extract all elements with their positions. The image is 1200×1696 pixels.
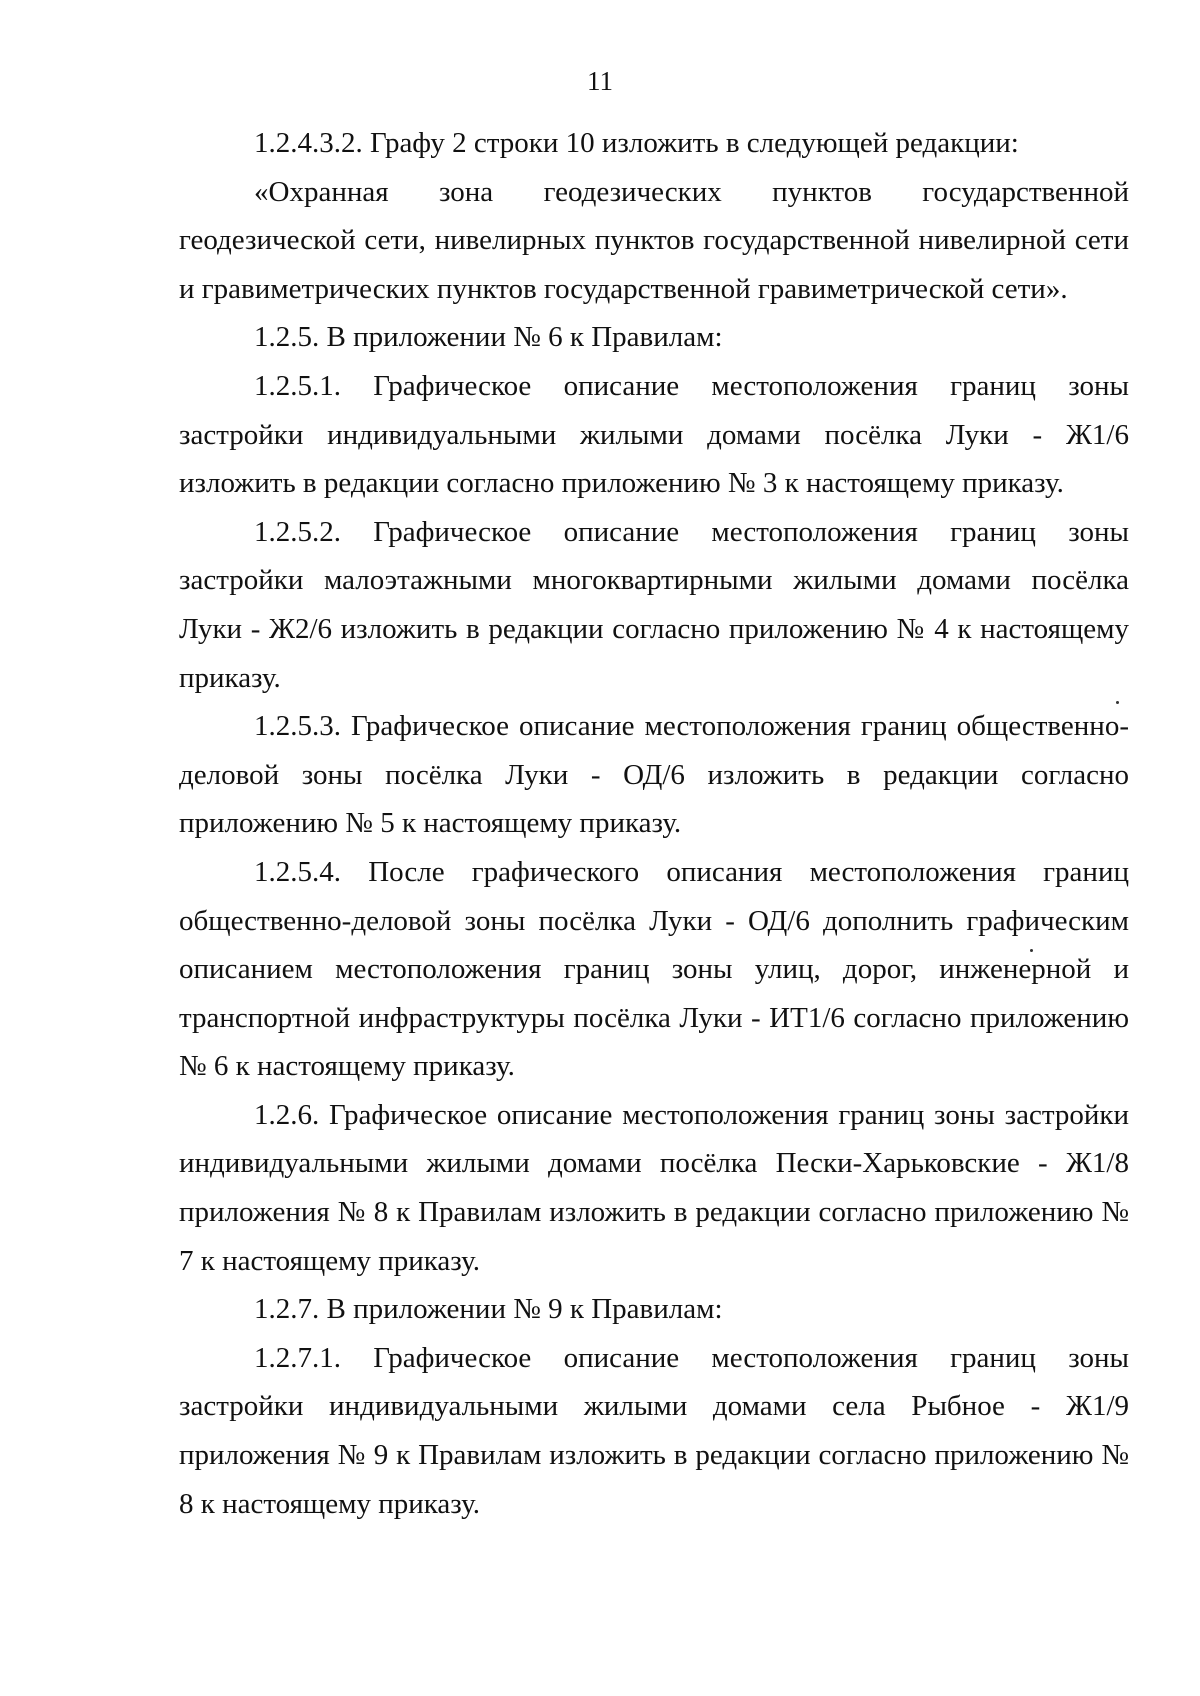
paragraph-1-2-5-1: 1.2.5.1. Графическое описание местоположения границ зоны застройки индивидуальными жилыми домами посёлка Луки - Ж1/6 изложить в редакции согласно приложению № 3 к настоящему приказу. (179, 369, 1129, 500)
paragraph-1-2-5-3: 1.2.5.3. Графическое описание местоположения границ общественно-деловой зоны посёлка Луки - ОД/6 изложить в редакции согласно приложению № 5 к настоящему приказу. (179, 710, 1129, 840)
scan-speck (1116, 701, 1119, 704)
document-body (179, 119, 1129, 1528)
paragraph-1-2-5-2: 1.2.5.2. Графическое описание местоположения границ зоны застройки малоэтажными многоквартирными жилыми домами посёлка Луки - Ж2/6 изложить в редакции согласно приложению № 4 к настоящему приказу. (179, 515, 1129, 694)
page-number: 11 (587, 66, 613, 96)
scan-speck (1030, 949, 1033, 952)
paragraph-1-2-5-4: 1.2.5.4. После графического описания местоположения границ общественно-деловой зоны посёлка Луки - ОД/6 дополнить графическим описанием местоположения границ зоны улиц, дорог, инженерной и транспортной инфраструктуры посёлка Луки - ИТ1/6 согласно приложению № 6 к настоящему приказу. (179, 855, 1129, 1083)
paragraph-1-2-4-3-2: 1.2.4.3.2. Графу 2 строки 10 изложить в следующей редакции: (254, 127, 1019, 159)
paragraph-protected-zone-quote: «Охранная зона геодезических пунктов государственной геодезической сети, нивелирных пунктов государственной нивелирной сети и гравиметрических пунктов государственной гравиметрической сети». (179, 175, 1129, 305)
paragraph-1-2-7-1: 1.2.7.1. Графическое описание местоположения границ зоны застройки индивидуальными жилыми домами села Рыбное - Ж1/9 приложения № 9 к Правилам изложить в редакции согласно приложению № 8 к настоящему приказу. (179, 1341, 1129, 1520)
paragraph-1-2-6: 1.2.6. Графическое описание местоположения границ зоны застройки индивидуальными жилыми домами посёлка Пески-Харьковские - Ж1/8 приложения № 8 к Правилам изложить в редакции согласно приложению № 7 к настоящему приказу. (179, 1098, 1129, 1277)
paragraph-1-2-5: 1.2.5. В приложении № 6 к Правилам: (254, 321, 723, 354)
paragraph-1-2-7: 1.2.7. В приложении № 9 к Правилам: (254, 1293, 723, 1326)
